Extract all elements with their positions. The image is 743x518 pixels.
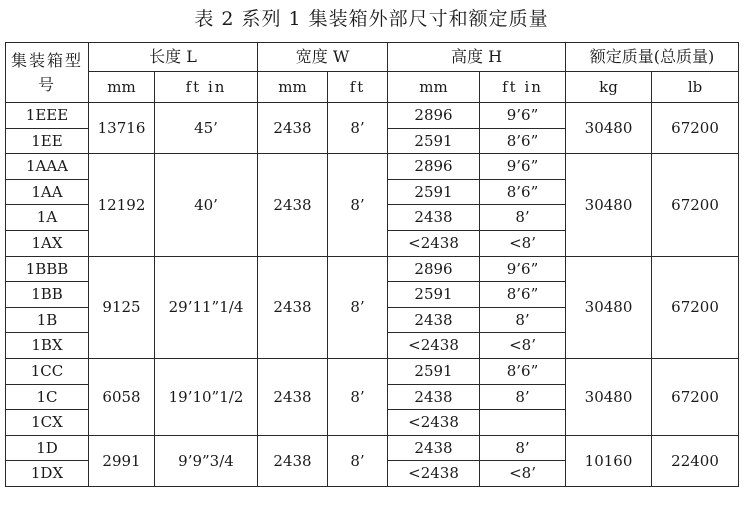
mass-lb-cell: 67200	[652, 256, 739, 358]
height-mm-cell: 2896	[388, 103, 480, 129]
length-ftin-cell: 9’9”3/4	[155, 435, 258, 486]
height-ftin-cell: 8’6”	[480, 282, 566, 308]
table-title: 表 2 系列 1 集装箱外部尺寸和额定质量	[194, 8, 549, 30]
width-ft-cell: 8’	[328, 435, 388, 486]
height-ftin-cell: <8’	[480, 461, 566, 487]
model-cell: 1BX	[6, 333, 89, 359]
height-mm-cell: 2438	[388, 205, 480, 231]
container-spec-table	[5, 42, 739, 487]
unit-width-ft: ft	[328, 72, 388, 103]
mass-kg-cell: 30480	[566, 358, 652, 435]
unit-row	[6, 72, 739, 103]
height-mm-cell: <2438	[388, 230, 480, 256]
length-mm-cell: 12192	[89, 154, 155, 256]
header-width: 宽度 W	[258, 43, 388, 72]
length-mm-cell: 9125	[89, 256, 155, 358]
height-mm-cell: 2591	[388, 358, 480, 384]
unit-length-ftin: ft in	[155, 72, 258, 103]
model-cell: 1CX	[6, 410, 89, 436]
length-mm-cell: 13716	[89, 103, 155, 154]
height-mm-cell: 2591	[388, 179, 480, 205]
header-model-label: 集装箱型号	[10, 50, 83, 94]
model-cell: 1BBB	[6, 256, 89, 282]
length-ftin-cell: 29’11”1/4	[155, 256, 258, 358]
height-mm-cell: 2438	[388, 435, 480, 461]
length-ftin-cell: 45’	[155, 103, 258, 154]
unit-length-mm: mm	[89, 72, 155, 103]
width-mm-cell: 2438	[258, 154, 328, 256]
width-mm-cell: 2438	[258, 256, 328, 358]
height-mm-cell: <2438	[388, 461, 480, 487]
model-cell: 1CC	[6, 358, 89, 384]
unit-mass-kg: kg	[566, 72, 652, 103]
unit-width-mm: mm	[258, 72, 328, 103]
height-mm-cell: <2438	[388, 333, 480, 359]
table-row	[6, 154, 739, 180]
height-ftin-cell: 9’6”	[480, 103, 566, 129]
header-model	[6, 43, 89, 103]
length-ftin-cell: 40’	[155, 154, 258, 256]
mass-lb-cell: 67200	[652, 103, 739, 154]
width-ft-cell: 8’	[328, 358, 388, 435]
height-mm-cell: <2438	[388, 410, 480, 436]
height-ftin-cell: 9’6”	[480, 154, 566, 180]
height-mm-cell: 2591	[388, 128, 480, 154]
width-ft-cell: 8’	[328, 103, 388, 154]
mass-lb-cell: 22400	[652, 435, 739, 486]
table-row	[6, 435, 739, 461]
length-mm-cell: 2991	[89, 435, 155, 486]
height-ftin-cell: 8’6”	[480, 128, 566, 154]
unit-height-ftin: ft in	[480, 72, 566, 103]
model-cell: 1C	[6, 384, 89, 410]
width-mm-cell: 2438	[258, 358, 328, 435]
table-row	[6, 256, 739, 282]
height-mm-cell: 2896	[388, 154, 480, 180]
height-mm-cell: 2591	[388, 282, 480, 308]
mass-kg-cell: 30480	[566, 154, 652, 256]
length-mm-cell: 6058	[89, 358, 155, 435]
model-cell: 1DX	[6, 461, 89, 487]
table-row	[6, 103, 739, 129]
height-ftin-cell: <8’	[480, 333, 566, 359]
unit-mass-lb: lb	[652, 72, 739, 103]
height-ftin-cell: <8’	[480, 230, 566, 256]
unit-height-mm: mm	[388, 72, 480, 103]
model-cell: 1AAA	[6, 154, 89, 180]
header-length: 长度 L	[89, 43, 258, 72]
height-ftin-cell	[480, 410, 566, 436]
mass-kg-cell: 30480	[566, 103, 652, 154]
height-ftin-cell: 8’6”	[480, 179, 566, 205]
mass-kg-cell: 10160	[566, 435, 652, 486]
height-mm-cell: 2438	[388, 307, 480, 333]
model-cell: 1EEE	[6, 103, 89, 129]
height-ftin-cell: 9’6”	[480, 256, 566, 282]
length-ftin-cell: 19’10”1/2	[155, 358, 258, 435]
model-cell: 1AA	[6, 179, 89, 205]
width-ft-cell: 8’	[328, 154, 388, 256]
model-cell: 1BB	[6, 282, 89, 308]
width-mm-cell: 2438	[258, 435, 328, 486]
model-cell: 1A	[6, 205, 89, 231]
model-cell: 1B	[6, 307, 89, 333]
model-cell: 1D	[6, 435, 89, 461]
height-ftin-cell: 8’	[480, 384, 566, 410]
header-mass: 额定质量(总质量)	[566, 43, 739, 72]
height-ftin-cell: 8’	[480, 205, 566, 231]
model-cell: 1EE	[6, 128, 89, 154]
width-ft-cell: 8’	[328, 256, 388, 358]
width-mm-cell: 2438	[258, 103, 328, 154]
height-mm-cell: 2438	[388, 384, 480, 410]
height-ftin-cell: 8’	[480, 307, 566, 333]
header-height: 高度 H	[388, 43, 566, 72]
height-ftin-cell: 8’6”	[480, 358, 566, 384]
table-row	[6, 358, 739, 384]
mass-lb-cell: 67200	[652, 154, 739, 256]
header-row	[6, 43, 739, 72]
mass-kg-cell: 30480	[566, 256, 652, 358]
height-ftin-cell: 8’	[480, 435, 566, 461]
height-mm-cell: 2896	[388, 256, 480, 282]
model-cell: 1AX	[6, 230, 89, 256]
mass-lb-cell: 67200	[652, 358, 739, 435]
